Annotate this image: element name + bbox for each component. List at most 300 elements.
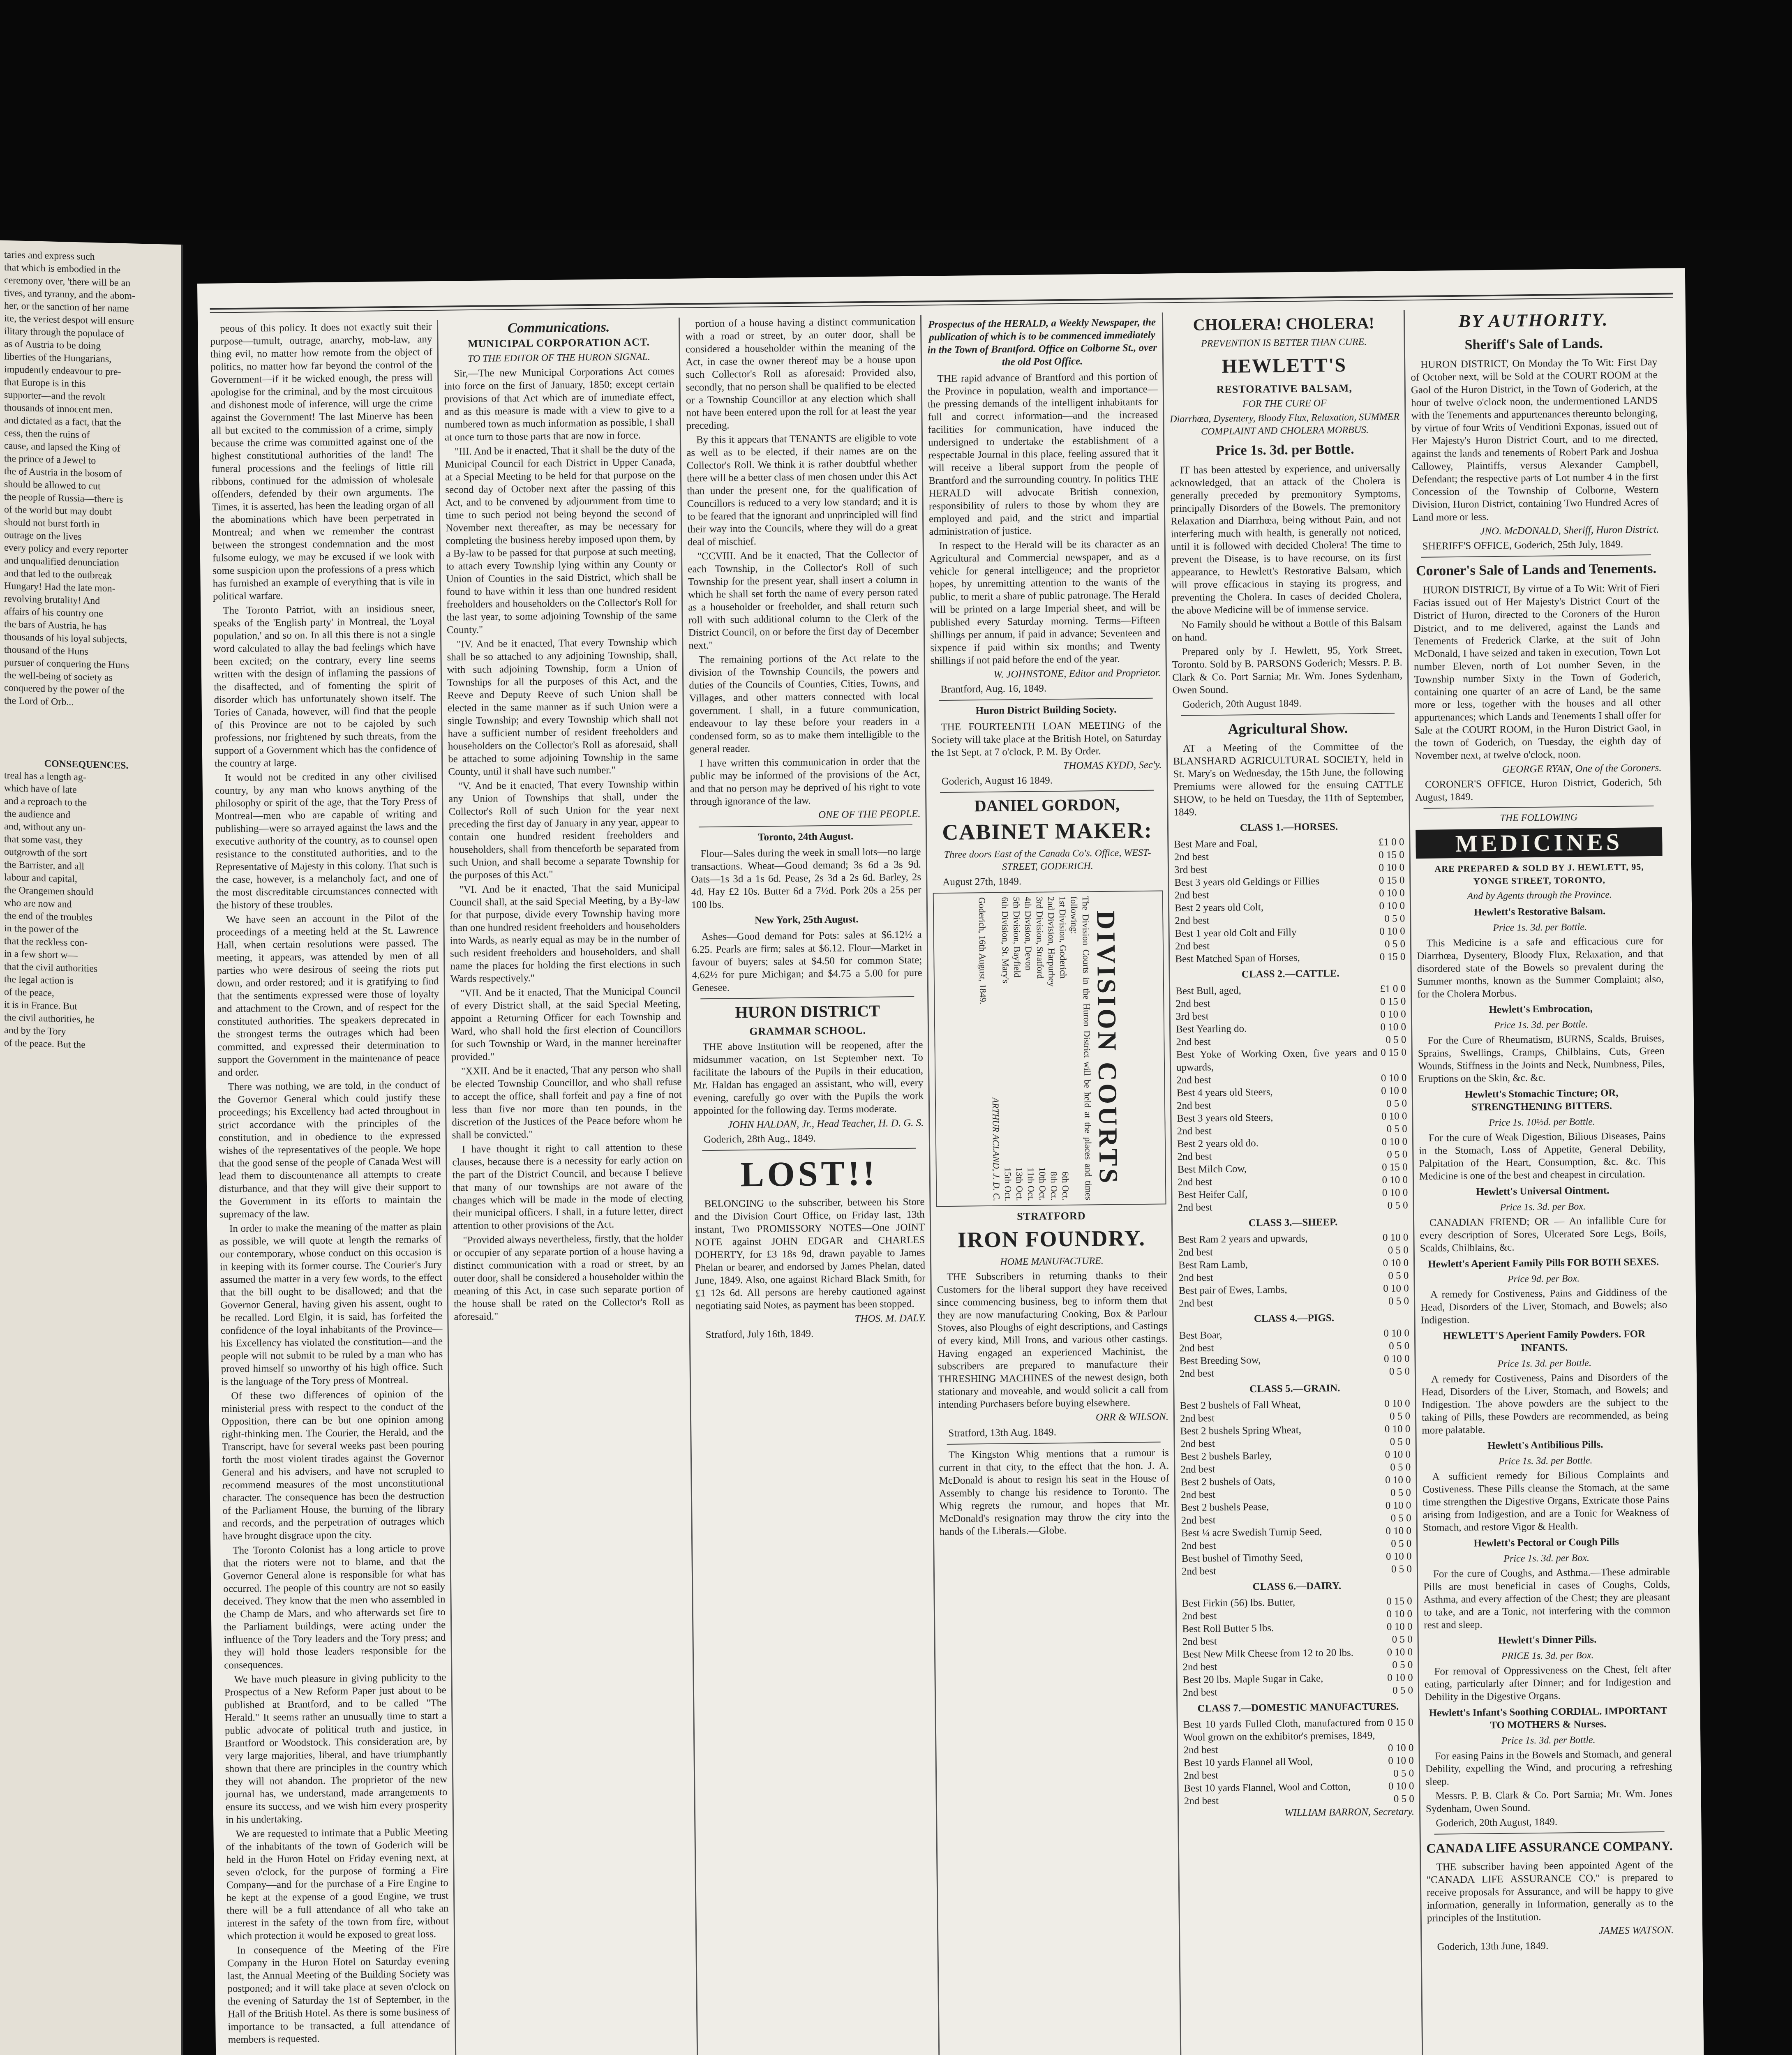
coroners-office: CORONER'S OFFICE, Huron District, Goderich, 5th August, 1849.	[1415, 776, 1662, 804]
prize-amount: 0 15 0	[1379, 849, 1404, 861]
medicine-name: Hewlett's Antibilious Pills.	[1487, 1439, 1603, 1452]
left-page-line: tives, and tyranny, and the abom-	[4, 287, 136, 302]
prize-item: 2nd best	[1181, 1515, 1216, 1526]
left-page-line: and, without any un-	[4, 821, 86, 834]
prize-item: 2nd best	[1176, 1100, 1212, 1112]
foundry-subtitle: HOME MANUFACTURE.	[1000, 1256, 1104, 1268]
divider	[1434, 1831, 1665, 1835]
prize-amount: 0 10 0	[1386, 1621, 1413, 1632]
prize-item: 2nd best	[1178, 1202, 1212, 1214]
coroners-sale-text: HURON DISTRICT, By virtue of a To Wit: Writ of Fieri Facias issued out of Her Majesty's District Court of the District of Huron, directed to the Coroners of the Huron District, and to me delivered, against the Lands and Tenements of Frederick Clarke, at the suit of John McDonald, I have seized and taken in execution, Town Lot number Eleven, north of Lot number Seven, in the Township number Sixty in the Town of Goderich, containing one quarter of an acre of Land, be the same more or less, together with the houses and all other appurtenances; which Lands and Tenements I shall offer for Sale at the COURT ROOM, in the Huron District Gaol, in the town of Goderich, on Tuesday, the eighth day of November next, at twelve o'clock, noon.	[1413, 582, 1661, 762]
prize-amount: 0 10 0	[1381, 1085, 1407, 1097]
left-page-line: the of Austria in the bosom of	[4, 466, 122, 480]
agricultural-show-title: Agricultural Show.	[1228, 719, 1348, 737]
prize-item: 2nd best	[1180, 1438, 1215, 1450]
prize-amount: 0 10 0	[1383, 1283, 1409, 1294]
prize-amount: 0 10 0	[1386, 1525, 1412, 1537]
balsam-price: Price 1s. 3d. per Bottle.	[1215, 441, 1354, 459]
prize-amount: 0 5 0	[1393, 1768, 1414, 1779]
prize-item: 2nd best	[1183, 1744, 1218, 1756]
paragraph: We are requested to intimate that a Public Meeting of the inhabitants of the town of Goderich will be held in the Huron Hotel on Friday evening next, at seven o'clock, for the purpose of forming a Fire Company—and for the purchase of a Fire Engine to be kept at the expense of a good Engine, we trust there will be a full attendance of all who take an interest in the safety of the town from fire, without which protection it would be exposed to great loss.	[226, 1826, 449, 1942]
column-2-communications	[443, 318, 694, 2055]
herald-prospectus-text: THE rapid advance of Brantford and this portion of the Province in population, wealth and importance—the pressing demands of the intelligent inhabitants for full and correct information—and the increased facilities for communication, have induced the undersigned to undertake the establishment of a respectable Journal in this place, feeling assured that it will receive a liberal support from the people of Brantford and the surrounding country. In politics THE HERALD will advocate British connexion, responsibility of rulers to those by whom they are employed and paid, and the strict and impartial administration of justice.	[927, 371, 1159, 538]
paragraph: The Toronto Patriot, with an insidious sneer, speaks of the 'English party' in Montreal, the 'Loyal population,' and so on. In all this there is not a single word calculated to allay the bad feelings which have been excited; on the contrary, every line seems written with the design of inflaming the passions of the disaffected, and of fomenting the spirit of disorder which has unfortunately shown itself. The Tories of Canada, however, will find that the people of this Province are not to be cajoled by such professions, nor frightened by such threats, from the support of a Government which has the confidence of the country at large.	[213, 603, 437, 769]
cholera-title: CHOLERA! CHOLERA!	[1193, 314, 1374, 334]
medicine-description: A sufficient remedy for Bilious Complaints and Costiveness. These Pills cleanse the Stomach, at the same time strengthen the Digestive Organs, Extricate those Pains arising from Indigestion, and are a Tonic for Weakness of Stomach, and restore Vigor & Health.	[1422, 1469, 1670, 1533]
prize-item: Best 3 years old Geldings or Fillies	[1174, 875, 1320, 889]
prize-item: 2nd best	[1181, 1565, 1217, 1577]
dark-background	[0, 0, 1792, 230]
medicine-description: A remedy for Costiveness, Pains and Disorders of the Head, Disorders of the Liver, Stomach, and Bowels; and Indigestion. The above powders are the subject to the taking of Pills, these Powders are recommended, as being more palatable.	[1421, 1371, 1669, 1436]
paragraph: I have thought it right to call attention to these clauses, because there is a necessity for early action on the part of the District Council, and because I believe that many of our townships are not aware of the changes which will be made in the mode of electing their municipal officers. I shall, in a future letter, direct attention to other provisions of the Act.	[452, 1141, 683, 1232]
column-4	[927, 313, 1177, 2055]
paragraph: "VII. And be it enacted, That the Municipal Council of every District shall, at the said Special Meeting, appoint a Returning Officer for each Township and Ward, who shall hold the first election of Councillors for such Township or Ward, in the manner hereinafter provided."	[450, 985, 681, 1063]
cabinet-maker-date: August 27th, 1849.	[942, 876, 1022, 888]
prize-item: 2nd best	[1176, 1074, 1211, 1086]
prize-item: Best Ram Lamb,	[1178, 1259, 1248, 1271]
prize-amount: 0 5 0	[1391, 1538, 1412, 1549]
municipal-act-paragraphs	[444, 365, 684, 1323]
medicine-name: Hewlett's Embrocation,	[1489, 1003, 1593, 1016]
prize-amount: 0 5 0	[1389, 1366, 1410, 1377]
left-page-line: revolving brutality! And	[4, 593, 100, 607]
left-page-line: affairs of his country one	[4, 606, 103, 619]
division-court-place: 6th Division, St. Mary's	[1000, 897, 1011, 984]
left-page-line: the prince of a Jewel to	[4, 453, 96, 466]
left-page-line: that the civil authorities	[4, 961, 98, 974]
act-continuation-paragraphs	[685, 315, 920, 808]
toronto-markets-title: Toronto, 24th August.	[758, 831, 854, 843]
prize-item: Best 2 bushels Spring Wheat,	[1180, 1425, 1302, 1437]
paragraph: "IV. And be it enacted, That every Township which shall be so attached to any adjoining Township, shall, with such adjoining Township, form a Union of Townships for all the purposes of this Act, and the Reeve and Deputy Reeve of such Union shall be elected in the same manner as if such Union were a single Township; and every Township which shall not have a sufficient number of resident freeholders and householders on the Collector's Roll as aforesaid, shall be attached to some adjoining Township in the same County, until it shall have such number."	[447, 636, 679, 778]
prize-amount: 0 10 0	[1387, 1646, 1413, 1658]
medicine-name: Hewlett's Dinner Pills.	[1498, 1634, 1597, 1646]
medicine-price: Price 1s. 3d. per Bottle.	[1501, 1734, 1596, 1746]
column-5	[1168, 310, 1419, 2055]
prize-amount: 0 10 0	[1381, 1111, 1407, 1122]
prize-item: 2nd best	[1182, 1610, 1217, 1622]
medicine-price: Price 1s. 3d. per Bottle.	[1494, 1019, 1588, 1031]
medicine-description: CANADIAN FRIEND; OR — An infallible Cure for every description of Sores, Ulcerated Sore Legs, Boils, Scalds, Chilblains, &c.	[1420, 1215, 1667, 1254]
left-page-line: conquered by the power of the	[4, 682, 125, 696]
prize-amount: 0 5 0	[1388, 1295, 1409, 1307]
prize-amount: 0 10 0	[1379, 926, 1405, 937]
left-page-line: it is in France. But	[4, 999, 77, 1012]
paragraph: The remaining portions of the Act relate to the division of the Township Councils, the powers and duties of the Councils of Counties, Cities, Towns, and Villages, and other matters connected with local government. I shall, in a future communication, endeavour to lay these before your readers in a condensed form, so as to make them intelligible to the general reader.	[688, 652, 920, 755]
division-court-date: 13th Oct.	[1014, 1167, 1025, 1201]
prize-item: 2nd best	[1174, 851, 1209, 863]
left-page-line: thousands of innocent men.	[4, 402, 113, 416]
life-assurance-date: Goderich, 13th June, 1849.	[1437, 1940, 1549, 1953]
medicine-description: For removal of Oppressiveness on the Chest, felt after eating, particularly after Dinner; and for Indigestion and Debility in the Digestive Organs.	[1424, 1663, 1671, 1703]
prize-item: 2nd best	[1180, 1413, 1215, 1425]
medicine-name: HEWLETT'S Aperient Family Powders. FOR INFANTS.	[1443, 1328, 1646, 1354]
prize-item: Best 2 bushels of Oats,	[1180, 1475, 1275, 1488]
left-page-line: taries and express such	[4, 249, 95, 263]
prize-class-heading: CLASS 5.—GRAIN.	[1249, 1383, 1340, 1395]
prize-item: Best Milch Cow,	[1177, 1163, 1247, 1175]
prize-amount: 0 10 0	[1386, 1608, 1413, 1620]
prize-item: 2nd best	[1177, 1125, 1212, 1137]
prize-item: Best Ram 2 years and upwards,	[1178, 1233, 1308, 1246]
left-page-line: of the peace,	[4, 986, 54, 999]
prize-item: 2nd best	[1175, 998, 1210, 1010]
medicine-name: Hewlett's Aperient Family Pills FOR BOTH SEXES.	[1428, 1256, 1659, 1270]
division-courts-notice	[976, 896, 1123, 1202]
prize-item: 2nd best	[1179, 1368, 1215, 1380]
prize-amount: 0 5 0	[1390, 1436, 1411, 1448]
paragraph: In consequence of the Meeting of the Fire Company in the Huron Hotel on Saturday evening last, the Annual Meeting of the Building Society was postponed; and it will take place at seven o'clock on the evening of Saturday the 1st of September, in the Hall of the British Hotel. As there is some business of importance to be transacted, a full attendance of members is requested.	[227, 1942, 450, 2046]
prize-amount: 0 5 0	[1387, 1149, 1408, 1160]
prize-item: Best Yoke of Working Oxen, five years and upwards,	[1176, 1047, 1378, 1074]
prize-amount: 0 5 0	[1390, 1512, 1411, 1524]
cabinet-maker-trade: CABINET MAKER:	[942, 817, 1153, 845]
cabinet-maker-address: Three doors East of the Canada Co's. Office, WEST-STREET, GODERICH.	[944, 847, 1151, 873]
foundry-signature: ORR & WILSON.	[1095, 1411, 1169, 1423]
letter-signature: ONE OF THE PEOPLE.	[818, 808, 921, 821]
medicine-price: Price 1s. 10½d. per Bottle.	[1489, 1116, 1595, 1129]
sheriffs-sale-title: Sheriff's Sale of Lands.	[1464, 336, 1603, 353]
prize-amount: 0 5 0	[1392, 1634, 1413, 1645]
medicines-date: Goderich, 20th August, 1849.	[1436, 1816, 1558, 1829]
division-court-date: 8th Oct.	[1048, 1171, 1060, 1201]
prize-item: Best 2 bushels Barley,	[1180, 1450, 1272, 1463]
grammar-school-subtitle: GRAMMAR SCHOOL.	[749, 1024, 866, 1038]
prize-item: 2nd best	[1174, 889, 1209, 901]
cabinet-maker-name: DANIEL GORDON,	[974, 795, 1120, 815]
left-page-line: the end of the troubles	[4, 910, 92, 924]
coroners-sale-signature: GEORGE RYAN, One of the Coroners.	[1502, 762, 1662, 775]
prize-amount: 0 10 0	[1386, 1551, 1412, 1562]
paragraph: "III. And be it enacted, That it shall be the duty of the Municipal Council for each District in Upper Canada, at a Special Meeting to be held for that purpose on the second day of October next after the passing of this Act, and to be convened by adjournment from time to time to such period not being beyond the second of November next thereafter, as may be necessary for completing the business hereby imposed upon them, by a By-law to be passed for that purpose at such meeting, to attach every Township lying within any County or Union of Counties in the said District, which shall be found to have within it less than one hundred resident freeholders and householders on the Collector's Roll for the last year, to some adjoining Township of the same County."	[445, 443, 677, 636]
division-courts-intro: The Division Courts in the Huron District will be held at the places and times following:	[1069, 896, 1094, 1201]
prize-item: 2nd best	[1178, 1298, 1214, 1309]
prize-amount: 0 15 0	[1379, 951, 1406, 963]
prize-item: Best 2 bushels Pease,	[1181, 1501, 1269, 1514]
herald-prospectus-text-2: In respect to the Herald will be its character as an Agricultural and Commercial newspaper, and as a vehicle for general intelligence; and the proprietor hopes, by unremitting attention to the wants of the public, to merit a share of public patronage. The Herald will be printed on a large Imperial sheet, and will be published every Saturday morning. Terms—Fifteen shillings per annum, if paid in advance; Seventeen and sixpence if paid within six months; and Twenty shillings if not paid before the end of the year.	[929, 538, 1161, 667]
kingston-whig-item: The Kingston Whig mentions that a rumour is current in that city, to the effect that the hon. J. A. McDonald is about to resign his seat in the House of Assembly to change his residence to Toronto. The Whig regrets the rumour, and hopes that Mr. McDonald's resignation may throw the city into the hands of the Liberals.—Globe.	[939, 1447, 1170, 1538]
divider	[1181, 713, 1395, 716]
prize-item: Best pair of Ewes, Lambs,	[1178, 1284, 1287, 1297]
left-page-line: the legal action is	[4, 974, 74, 986]
divider	[1421, 554, 1651, 558]
prize-item: Best Heifer Calf,	[1178, 1189, 1248, 1201]
agricultural-show-text: AT a Meeting of the Committee of the BLANSHARD AGRICULTURAL SOCIETY, held in St. Mary's on Wednesday, the 15th June, the following Premiums were allowed for the ensuing CATTLE SHOW, to be held on Tuesday, the 11th of September, 1849.	[1173, 741, 1404, 818]
left-page-line: should be allowed to cut	[4, 478, 101, 492]
medicine-description: For the Cure of Rheumatism, BURNS, Scalds, Bruises, Sprains, Swellings, Cramps, Chilblains, Cuts, Green Wounds, Stiffness in the Joints and Neck, Numbness, Piles, Eruptions on the Skin, &c. &c.	[1418, 1032, 1665, 1085]
foundry-date: Stratford, 13th Aug. 1849.	[948, 1427, 1057, 1439]
prize-row	[1180, 1365, 1410, 1380]
left-page-line: the civil authorities, he	[4, 1012, 95, 1025]
divider	[702, 1148, 916, 1151]
by-authority-heading: BY AUTHORITY.	[1458, 309, 1609, 331]
left-page-line: as of Austria to be doing	[4, 338, 101, 352]
prize-item: Best Matched Span of Horses,	[1175, 952, 1300, 965]
division-courts-date: Goderich, 16th August, 1849.	[977, 897, 988, 1004]
paragraph: peous of this policy. It does not exactly suit their purpose—tumult, outrage, anarchy, mob-law, any thing evil, no matter how remote from the object of politics, no matter how far beyond the control of the Government—if it be wicked enough, the press will apologise for the criminal, and by the most circuitous and dishonest mode of inference, will urge the crime against the Government! The last Minerve has been all but excited to the commission of a crime, simply because the crime was committed against one of the highest constitutional authorities of the land! The funeral processions and the feelings of little rill ribbons, continued for the admission of wholesale offenders, defended by their own arguments. The Times, it is asserted, has been the leading organ of all the abominations which have been perpetrated in Montreal; and when we remember the contrast between the strongest condemnation and the most fulsome eulogy, we may be excused if we look with some suspicion upon the professions of a press which has furnished an example of everything that is vile in political warfare.	[210, 321, 435, 602]
prize-item: 2nd best	[1182, 1636, 1217, 1648]
division-court-date: 11th Oct.	[1025, 1167, 1037, 1201]
municipal-act-title: MUNICIPAL CORPORATION ACT.	[468, 336, 650, 350]
foundry-text: THE Subscribers in returning thanks to their Customers for the liberal support they have received since commencing business, beg to inform them that they are now manufacturing Cooking, Box & Parlour Stoves, also Ploughs of eight descriptions, and Castings of every kind, Mill Irons, and various other castings. Having engaged an experienced Machinist, the subscribers are prepared to manufacture their THRESHING MACHINES of the newest design, both stationary and moveable, and would solicit a call from intending Purchasers before buying elsewhere.	[937, 1269, 1168, 1411]
prize-item: Best New Milk Cheese from 12 to 20 lbs.	[1182, 1647, 1354, 1660]
balsam-title-2: RESTORATIVE BALSAM,	[1216, 382, 1353, 396]
prize-amount: 0 15 0	[1382, 1161, 1408, 1173]
prize-amount: 0 5 0	[1386, 1098, 1407, 1109]
prize-item: 2nd best	[1177, 1151, 1212, 1163]
left-page-line: the Orangemen should	[4, 884, 94, 898]
left-page-line: supporter—and the revolt	[4, 389, 106, 403]
prize-item: 2nd best	[1176, 1036, 1211, 1048]
letter-addressee: TO THE EDITOR OF THE HURON SIGNAL.	[467, 351, 650, 365]
prize-amount: 0 5 0	[1387, 1200, 1408, 1211]
medicines-banner: MEDICINES	[1416, 827, 1663, 859]
prize-list	[1174, 820, 1414, 1808]
prize-amount: £1 0 0	[1378, 836, 1404, 848]
prize-amount: 0 10 0	[1383, 1257, 1409, 1269]
prize-amount: 0 5 0	[1388, 1270, 1409, 1281]
balsam-for: FOR THE CURE OF	[1242, 398, 1327, 410]
prize-item: 2nd best	[1180, 1464, 1215, 1475]
coroners-sale-title: Coroner's Sale of Lands and Tenements.	[1416, 561, 1657, 579]
left-page-line: in a few short w—	[4, 948, 78, 961]
toronto-markets-text: Flour—Sales during the week in small lots—no large transactions. Wheat—Good demand; 3s 6d a 3s 9d. Oats—1s 3d a 1s 6d. Pease, 2s 3d a 2s 6d. Barley, 2s 4d. Hay £2 10s. Butter 6d a 7½d. Pork 20s a 25s per 100 lbs.	[690, 846, 921, 911]
left-page-line: that Europe is in this	[4, 376, 86, 390]
prize-class-heading: CLASS 7.—DOMESTIC MANUFACTURES.	[1197, 1701, 1399, 1714]
balsam-agents: Prepared only by J. Hewlett, 95, York Street, Toronto. Sold by B. PARSONS Goderich; Messrs. P. B. Clark & Co. Port Sarnia; Mr. Wm. Jones Sydenham, Owen Sound.	[1172, 644, 1403, 696]
prize-amount: 0 10 0	[1379, 887, 1405, 899]
editorial-paragraphs	[210, 320, 450, 2046]
prize-amount: 0 15 0	[1380, 996, 1406, 1007]
prize-item: 2nd best	[1175, 940, 1210, 952]
column-1-editorial	[210, 320, 452, 2055]
prize-item: Best bushel of Timothy Seed,	[1181, 1552, 1303, 1565]
prize-row	[1183, 1684, 1413, 1699]
prize-class-heading: CLASS 2.—CATTLE.	[1241, 967, 1339, 980]
prize-amount: 0 5 0	[1386, 1034, 1406, 1046]
left-page-line: of the peace. But the	[4, 1037, 85, 1051]
prize-amount: 0 10 0	[1382, 1232, 1409, 1243]
left-page-line: which have of late	[4, 783, 77, 796]
prize-item: Best 4 years old Steers,	[1176, 1086, 1273, 1099]
prize-amount: 0 10 0	[1385, 1474, 1411, 1486]
prize-row	[1176, 1046, 1407, 1074]
prize-amount: 0 10 0	[1381, 1136, 1408, 1148]
prize-item: Best Bull, aged,	[1175, 985, 1242, 997]
medicines-maker: ARE PREPARED & SOLD BY J. HEWLETT, 95, YONGE STREET, TORONTO,	[1434, 861, 1644, 887]
left-page-text-lower	[4, 757, 169, 1054]
medicine-name: Hewlett's Infant's Soothing CORDIAL. IMPORTANT TO MOTHERS & Nurses.	[1429, 1705, 1667, 1731]
balsam-text: IT has been attested by experience, and universally acknowledged, that an attack of the Cholera is generally preceded by premonitory Symptoms, principally Disorders of the Bowels. The premonitory Relaxation and Diarrhœa, being without Pain, and not interfering much with health, is generally not noticed, until it is followed with decided Cholera! The time to prevent the Disease, is to have recourse, on its first appearance, to Hewlett's Restorative Balsam, which will prove efficacious in staying its progress, and preventing the Cholera. In cases of decided Cholera, the above Medicine will be of immense service.	[1170, 462, 1402, 616]
building-society-date: Goderich, August 16 1849.	[941, 775, 1053, 787]
medicines-agents-line: And by Agents through the Province.	[1467, 889, 1612, 902]
newyork-markets-text: Ashes—Good demand for Pots: sales at $6.12½ a 6.25. Pearls are firm; sales at $6.12. Flour—Market in favour of buyers; sales at $4.50 for common State; 4.62½ for pure Michigan; and $4.75 a 5.00 for pure Genesee.	[691, 929, 922, 994]
prize-item: Best ¼ acre Swedish Turnip Seed,	[1181, 1526, 1322, 1539]
paragraph: I have written this communication in order that the public may be informed of the provisions of the Act, and that no person may be deprived of his right to vote through ignorance of the law.	[690, 755, 921, 808]
medicine-price: Price 1s. 3d. per Bottle.	[1497, 1358, 1592, 1370]
left-page-line: the Barrister, and all	[4, 859, 84, 872]
left-page-line: and by the Tory	[4, 1025, 66, 1037]
division-court-place: 4th Division, Devon	[1023, 896, 1034, 971]
prize-row	[1183, 1716, 1414, 1744]
prize-amount: 0 10 0	[1388, 1755, 1414, 1766]
division-courts-title: DIVISION COURTS	[1091, 910, 1124, 1186]
medicine-price: Price 1s. 3d. per Bottle.	[1493, 921, 1587, 934]
medicine-description: For the cure of Coughs, and Asthma.—These admirable Pills are most beneficial in cases of Coughs, Colds, Asthma, and every affection of the Chest; they are pleasant to take, and are a Tonic, not interfering with the common rest and sleep.	[1423, 1566, 1671, 1631]
cholera-subtitle: PREVENTION IS BETTER THAN CURE.	[1201, 337, 1367, 349]
left-page-line: of the world but may doubt	[4, 504, 112, 518]
prize-amount: 0 15 0	[1379, 875, 1405, 886]
paragraph: "V. And be it enacted, That every Township within any Union of Townships that shall, under the Collector's Roll of such Union for the year next preceding the first day of January in any year, appear to contain one hundred resident freeholders and householders, shall from thenceforth be separated from such Union, and shall become a separate Township for the purposes of this Act."	[448, 778, 679, 881]
lost-notice-signature: THOS. M. DALY.	[854, 1312, 926, 1325]
medicine-name: Hewlett's Restorative Balsam.	[1474, 905, 1606, 918]
prize-class-heading: CLASS 3.—SHEEP.	[1248, 1217, 1338, 1229]
prize-amount: 0 10 0	[1381, 1072, 1407, 1084]
prize-item: 2nd best	[1179, 1342, 1214, 1354]
communications-heading: Communications.	[507, 319, 610, 336]
medicine-description: A remedy for Costiveness, Pains and Giddiness of the Head, Disorders of the Liver, Stomach, and Bowels; also Indigestion.	[1420, 1286, 1667, 1326]
prize-amount: 0 5 0	[1386, 1123, 1407, 1135]
prize-item: Best 10 yards Flannel all Wool,	[1183, 1756, 1313, 1769]
prize-class-heading: CLASS 6.—DAIRY.	[1252, 1580, 1342, 1593]
building-society-signature: THOMAS KYDD, Sec'y.	[1063, 759, 1162, 772]
herald-prospectus-signature: W. JOHNSTONE, Editor and Proprietor.	[993, 667, 1161, 680]
prize-item: 3rd best	[1174, 864, 1208, 876]
left-page-line: and that led to the outbreak	[4, 568, 112, 582]
left-facing-page	[0, 240, 183, 2055]
prize-item: 2nd best	[1182, 1661, 1217, 1673]
prize-item: Best Breeding Sow,	[1179, 1355, 1261, 1367]
division-courts-rotated-notice	[933, 890, 1166, 1207]
column-3	[685, 315, 935, 2055]
grammar-school-title: HURON DISTRICT	[735, 1001, 880, 1022]
prize-amount: 0 15 0	[1381, 1047, 1406, 1058]
column-6	[1410, 307, 1677, 2055]
prize-amount: 0 15 0	[1386, 1596, 1412, 1607]
paragraph: "VI. And be it enacted, That the said Municipal Council shall, at the said Special Meeting, by a By-law for that purpose, divide every Township having more than one hundred resident freeholders and householders into Wards, as nearly equal as may be in the number of such resident freeholders and householders, and shall name the places for holding the first elections in such Wards respectively."	[449, 882, 681, 985]
paragraph: The Toronto Colonist has a long article to prove that the rioters were not to blame, and that the Governor General alone is responsible for what has occurred. The people of this country are not so easily deceived. They know that the men who assembled in the Champ de Mars, and who afterwards set fire to the Parliament buildings, were acting under the influence of the Tory leaders and the Tory press; and they will hold those leaders responsible for the consequences.	[223, 1542, 446, 1671]
balsam-note: No Family should be without a Bottle of this Balsam on hand.	[1172, 617, 1402, 644]
prize-item: Best 2 years old do.	[1177, 1138, 1259, 1150]
prize-amount: 0 10 0	[1380, 1021, 1406, 1033]
prize-item: 2nd best	[1181, 1540, 1216, 1552]
prize-item: 2nd best	[1178, 1247, 1213, 1258]
prize-item: Best Yearling do.	[1175, 1023, 1247, 1035]
prize-amount: 0 10 0	[1387, 1672, 1413, 1683]
divider	[947, 1442, 1161, 1445]
prize-item: Best 2 years old Colt,	[1174, 901, 1264, 914]
left-page-line: the people of Russia—there is	[4, 491, 123, 505]
grammar-school-signature: JOHN HALDAN, Jr., Head Teacher, H. D. G. S.	[727, 1117, 924, 1131]
prize-amount: 0 5 0	[1384, 913, 1405, 924]
prize-amount: 0 10 0	[1385, 1449, 1411, 1460]
paragraph: There was nothing, we are told, in the conduct of the Governor General which could justify these proceedings; his Excellency had acted throughout in strict accordance with the principles of the constitution, and in obedience to the expressed wishes of the representatives of the people. We hope that the good sense of the people of Canada West will lead them to discountenance all attempts to create disturbance, and that they will give their support to the Government in its efforts to maintain the supremacy of the law.	[218, 1079, 441, 1220]
prize-amount: 0 5 0	[1392, 1685, 1413, 1696]
prize-amount: 0 5 0	[1388, 1245, 1409, 1256]
left-page-line: and unqualified denunciation	[4, 555, 119, 569]
life-assurance-signature: JAMES WATSON.	[1598, 1924, 1674, 1937]
paragraph: Sir,—The new Municipal Corporations Act comes into force on the first of January, 1850; except certain provisions of that Act which are of immediate effect, and as this measure is made with a view to give to a numbered town as much information as possible, I shall at once turn to those parts that are now in force.	[444, 365, 675, 443]
division-courts-signature: ARTHUR ACLAND, J. D. C.	[990, 1097, 1002, 1201]
prize-item: 2nd best	[1184, 1795, 1219, 1807]
left-page-line: every policy and every reporter	[4, 542, 128, 556]
paragraph: It would not be credited in any other civilised country, by any man who knows anything of the philosophy or spirit of the age, that the Tory Press of Montreal—men who are capable of writing and publishing—were so arrayed against the laws and the executive authority of the country, as to counsel open resistance to the constituted authorities, and to the Representative of Majesty in this colony. That such is the case, however, is a melancholy fact, and one of the most discreditable circumstances connected with the history of these troubles.	[215, 770, 438, 911]
medicine-description: For the cure of Weak Digestion, Bilious Diseases, Pains in the Stomach, Loss of Appetite, General Debility, Palpitation of the Heart, Consumption, &c. &c. This Medicine is one of the best and cheapest in circulation.	[1419, 1130, 1666, 1182]
divider	[699, 824, 912, 827]
left-page-line: the Lord of Orb...	[4, 695, 74, 708]
divider	[1424, 806, 1654, 809]
division-court-place: 3rd Division, Stratford	[1034, 896, 1046, 979]
prize-amount: 0 10 0	[1384, 1423, 1411, 1435]
left-page-heading: CONSEQUENCES.	[44, 758, 129, 771]
left-page-line: outrage on the lives	[4, 529, 82, 543]
division-courts-list	[999, 896, 1072, 1201]
left-page-line: impudently endeavour to pre-	[4, 364, 121, 378]
medicine-price: Price 9d. per Box.	[1507, 1273, 1580, 1285]
prize-item: 2nd best	[1184, 1770, 1219, 1782]
sheriffs-sale-signature: JNO. McDONALD, Sheriff, Huron District.	[1480, 524, 1659, 537]
left-page-line: who are now and	[4, 897, 72, 910]
prize-amount: 0 10 0	[1382, 1174, 1408, 1186]
balsam-diseases: Diarrhœa, Dysentery, Bloody Flux, Relaxation, SUMMER COMPLAINT AND CHOLERA MORBUS.	[1170, 411, 1400, 437]
left-page-column	[4, 249, 169, 2055]
left-page-line: outgrowth of the sort	[4, 846, 87, 859]
prize-item: Best Roll Butter 5 lbs.	[1182, 1622, 1274, 1635]
left-page-line: thousands of his loyal subjects,	[4, 631, 127, 646]
prize-class-heading: CLASS 4.—PIGS.	[1254, 1312, 1335, 1325]
divider	[939, 698, 1153, 701]
building-society-title: Huron District Building Society.	[975, 704, 1117, 717]
medicine-price: Price 1s. 3d. per Box.	[1503, 1552, 1590, 1564]
prize-amount: 0 5 0	[1389, 1411, 1411, 1422]
prize-amount: 0 5 0	[1390, 1487, 1411, 1499]
medicines-preface: THE FOLLOWING	[1500, 812, 1578, 824]
prize-item: Best 2 bushels of Fall Wheat,	[1180, 1399, 1301, 1412]
medicine-description: This Medicine is a safe and efficacious cure for Diarrhœa, Dysentery, Bloody Flux, Relaxation, and that disordered state of the Bowels so prevalent during the Summer months, known as the Summer Complaint; also, for the Cholera Morbus.	[1417, 935, 1664, 1000]
medicine-name: Hewlett's Stomachic Tincture; OR, STRENGTHENING BITTERS.	[1464, 1087, 1619, 1113]
left-page-line: thousand of the Huns	[4, 644, 88, 657]
life-assurance-title: CANADA LIFE ASSURANCE COMPANY.	[1426, 1838, 1673, 1856]
left-page-line: ilitary through the populace of	[4, 326, 124, 339]
grammar-school-date: Goderich, 28th Aug., 1849.	[703, 1133, 816, 1145]
sheriffs-sale-text: HURON DISTRICT, On Monday the To Wit: First Day of October next, will be Sold at the COURT ROOM at the Gaol of the Huron District, in the Town of Goderich, at the hour of twelve o'clock noon, the undermentioned LANDS with the Tenements and appurtenances thereunto belonging, by virtue of four Writs of Venditioni Exponas, issued out of Her Majesty's Huron District Court, and to me directed, against the lands and tenements of Robert Park and Joshua Callowey, Plaintiffs, versus Alexander Campbell, Defendant; the respective parts of Lot number 4 in the first Concession of the Township of Colborne, Western Division, Huron District, containing Two Hundred Acres of Land more or less.	[1411, 356, 1659, 524]
paragraph: We have seen an account in the Pilot of the proceedings of a meeting held at the St. Lawrence Hall, when certain resolutions were passed. The meeting, it appears, was attended by men of all parties who were desirous of seeing the riots put down, and order restored; and it is gratifying to find that the sentiments expressed were those of loyalty and attachment to the Crown, and of respect for the constituted authorities. The speakers deprecated in the strongest terms the outrages which had been committed, and expressed their determination to support the Government in the maintenance of peace and order.	[216, 912, 440, 1078]
medicine-price: PRICE 1s. 3d. per Box.	[1501, 1650, 1594, 1662]
left-page-line: labour and capital,	[4, 872, 77, 885]
lost-notice-date: Stratford, July 16th, 1849.	[705, 1328, 814, 1341]
prize-amount: 0 10 0	[1384, 1398, 1410, 1409]
header-rule	[210, 293, 1673, 309]
prize-amount: 0 15 0	[1388, 1717, 1413, 1728]
medicine-price: Price 1s. 3d. per Bottle.	[1498, 1455, 1593, 1467]
left-page-line: should not burst forth in	[4, 517, 99, 530]
prize-amount: 0 10 0	[1383, 1328, 1410, 1339]
balsam-title: HEWLETT'S	[1222, 354, 1347, 377]
prize-amount: 0 10 0	[1379, 862, 1405, 873]
medicines-agents: Messrs. P. B. Clark & Co. Port Sarnia; Mr. Wm. Jones Sydenham, Owen Sound.	[1425, 1788, 1672, 1815]
left-page-line: and a reproach to the	[4, 795, 87, 808]
prize-row	[1175, 950, 1405, 965]
prize-amount: 0 10 0	[1380, 1009, 1406, 1020]
paragraph: In order to make the meaning of the matter as plain as possible, we will quote at length the remarks of our contemporary, whose conduct on this occasion is in keeping with its former course. The Courier's Jury assumed the matter in a very few words, to the effect that the bill ought to be disallowed; and that the Governor General, having given his assent, ought to be recalled. Lord Elgin, it is said, has forfeited the confidence of the loyal inhabitants of the Province—his Excellency has violated the constitution—and the people will not submit to be ruled by a man who has proved himself so unworthy of his high office. Such is the language of the Tory press of Montreal.	[219, 1221, 443, 1388]
prize-item: 2nd best	[1182, 1687, 1218, 1699]
prize-item: Best 1 year old Colt and Filly	[1175, 927, 1297, 940]
division-court-date: 15th Oct.	[1002, 1167, 1014, 1201]
prize-row	[1179, 1295, 1409, 1310]
prize-amount: 0 10 0	[1388, 1742, 1414, 1754]
prize-amount: 0 10 0	[1379, 900, 1405, 912]
grammar-school-text: THE above Institution will be reopened, after the midsummer vacation, on 1st September next. To facilitate the labours of the Pupils in their education, Mr. Haldan has engaged an assistant, who will, every evening, carefully go over with the Pupils the work appointed for the following day. Terms moderate.	[693, 1039, 924, 1117]
